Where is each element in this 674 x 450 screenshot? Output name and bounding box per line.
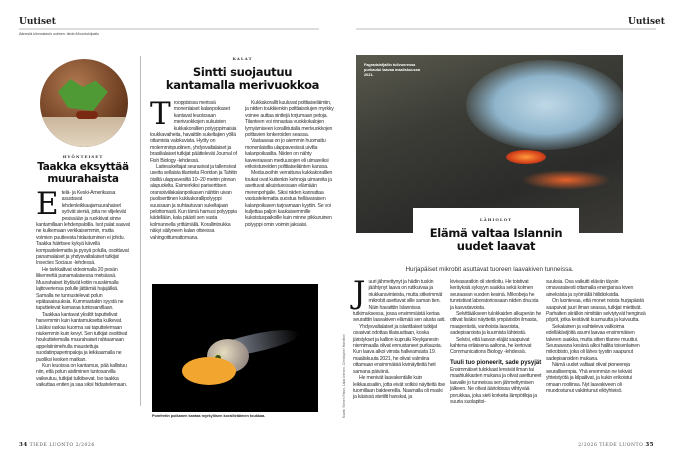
lava-col-1 <box>353 275 446 401</box>
photo-credits: Kuvat: Steven Paton, Lada Iversen, Christopher Hamilton <box>342 334 346 418</box>
steam <box>466 60 623 150</box>
lava-kicker: LÄHIOLOT <box>479 217 513 222</box>
fish-kicker: KALAT <box>232 56 253 61</box>
paragraph: Sekalainen ja vaihteleva valikoima edelläkävijöitä asumi laavaa ensimmäisen talveen saakka, mutta sitten tilanne muuttui. Seuraavana kesänä alkoi hallita toisenlainen mikrobisto, joka oli lähes tyystin saapunut sadepisaroiden mukana. <box>546 323 640 362</box>
paragraph: On luontevaa, että monet noista hurjapäistä saapuivat juuri ilman seassa, tutkijat miettivät. Parhaiten siirälkin nimittäin selviytyvät henginsä pöpöt, jotka kestävät kuumuutta ja kuivuutta. <box>546 298 646 324</box>
paragraph: kivivasaratkin oli steriloitu. He toistivat keräyksiä syksyyn saakka sekä kolmen seuraavan vuoden kesinä. Mikrobeja he tunnistivat laboratoriossaan niiden dna:sta ja kasvutavoista. <box>450 279 539 311</box>
footer-left <box>19 442 95 449</box>
ants-article <box>36 186 130 389</box>
paragraph: Meduusoihin verrattuna kukkakorallien toukat ovat kuitenkin kehnoja uimareita ja asettuvat aikuistuessaan elämään merenpohjalle. Siksi niiden kannattaa vastustelematta suostua hellävaraisen kalanpoikasen tarjoamaan kyytiin. Se voi kuljettaa paljon kaukaisemmille kukoistuspaikoille kuin minne pikkuruinen polyyppi omin voimin jaksaisi. <box>245 170 333 228</box>
page-number: 34 <box>19 442 28 448</box>
drop-cap: T <box>150 96 171 132</box>
paragraph: Vastaavaa on jo aiemmin huomattu monenlaisilta ulappavesissä uivilta kalanpoikasilta. Niiden on nähty kaveeraavan meduusojen eli uimareiksi erikoistuneiden polttiaiseläinten kanssa. <box>245 138 329 171</box>
paragraph: Kukkakorallit kuuluvat polttiaiseläimiin, ja niiden toukkienkin polttiaisolujen myrkky voinee auttaa sinttejä torjumaan petoja. Tilanteen voi rinnastaa vuokkokalojen lymyämiseen koralliriutalla merivuokkojen polttavien lonkeroiden seassa. <box>245 100 334 139</box>
page-number: 35 <box>645 442 654 448</box>
fish-caption: Pomfretin poikanen kantaa myrkyllisen korallieläimen toukkaa. <box>152 414 266 418</box>
fish-photo <box>152 284 318 412</box>
header-rule <box>356 28 656 30</box>
fish-title: Sintti suojautuu kantamalla merivuokkoa <box>165 65 320 92</box>
lava-col-2 <box>450 279 542 405</box>
ants-kicker: HYÖNTEISET <box>62 154 104 159</box>
footer-right <box>578 442 654 449</box>
ground <box>40 117 128 147</box>
headline-box <box>413 208 579 264</box>
column-divider <box>140 56 141 406</box>
lava-glow <box>506 150 546 164</box>
paragraph: rooppisissa merissä monenlaiset kalanpoikaset kantavat leuoissaan merivuokkojen sukuisten kukkakorallien polyyppimaisia toukkavaiheita, havaittiin sukeltajien yöllä ottamista valokuvista. Hyöty on molemminpuolinen, yhdysvaltalaiset ja brasilialaiset tutkijat päättelevät Journal of Fish Biology -lehdessä. <box>150 100 237 164</box>
paragraph: uuri jähmettynyt ja hädin tuskin jäähtynyt laava on rutikuivaa ja niukkaravinteista, mutta sitkeimmät mikrobit asettuvat sille saman tien. Näin havaittiin Islannissa tutkimuksessa, jossa ensimmäistä kertaa seurattiin laavakiven elämää sen alusta asti. <box>353 279 446 324</box>
drop-cap: J <box>353 275 366 311</box>
paragraph: Selvittääkseen tulokkaiden alkuperän he ottivat lisäksi näytteitä ympäristön ilmasta, maaperästä, vanhoista laavoista, sadepisaroista ja kuumista lähteistä. <box>450 311 542 337</box>
paragraph: Laitesukeltajat seurasivat ja tallensivat useita sellaisia tilanteita Floridan ja Tahitin öisiltä ulappavesiltä 10–20 metrin pinnan alapuolelta. Esimerkiksi pariserttisen oranssiviilakalanpoikasen nähtiin uivan puoliserttinen kukkakorallipolyyppi suussaan ja suhtautuvan sukeltajaan pelottomasti. Kun tämä hamusi polyyppia kädellään, kala päästi sen vasta kolmannella yrittämällä. Korallintoukka näkyi säilyneen kalan otteessa vahingoittumattomana. <box>150 164 238 241</box>
photo-caption: Fagradalsfjallin tulivuoressa purkautui laavaa maaliskuussa 2021. <box>364 63 420 77</box>
paragraph: telä- ja Keski-Amerikassa asustavat lehdenleikkaajamuurahaiset syövät sieniä, joita ne viljelevät pesissään ja ruokkivat sinne kantamillaan lehdenpaloilla. Isot palat saavat ne kulkemaan verkkaisemmin, mutta voimien puutteesta hidastuminen ei johdu. Taakka häiritsee kykyä kävellä kompastelematta ja pysyä polulla, osoittavat panamalaiset ja yhdysvaltalaiset tutkijat Insectes Sociaux -lehdessä. <box>36 190 130 267</box>
lava-col-3 <box>546 279 646 394</box>
lava-flow <box>521 170 611 190</box>
paragraph: He tarkkailivat videoimalla 20 pesän liikennettä panamalaisessa metsässä. Muurahaiset löytävät kotiin nuuskimalla lajitoveriensa polulle jättämiä hajujälkiä. Samalla ne tunnustelevat polun epätasaisuuksia. Kummastakin syystä ne taputtelevat kamaraa tuntosarvillaan. <box>36 266 124 312</box>
lede: Hurjapäiset mikrobit asuttavat tuoreen laavakiven tunneissa. <box>405 266 574 273</box>
ant-body <box>76 111 98 119</box>
magazine-issue: TIEDE LUONTO 2/2026 <box>29 443 95 448</box>
drop-cap: E <box>36 186 59 222</box>
subline: Äänestä kiinnostavin uutinen: tiede.fi/luontokilpailu <box>19 32 100 36</box>
volcano-photo <box>356 55 623 233</box>
paragraph: Nämä uudet valtiaat olivat pioneereja seurallisempia. Yhä enemmän ne tekivät yhteistyötä ja kilpailivat, ja kukin erikoistui omaan rooliinsa. Nyt laavakiveen oli muodostunut vakiintunut eliöyhteisö. <box>546 362 632 394</box>
ants-title: Taakka eksyttää muurahaista <box>37 161 129 185</box>
paragraph: suuksia. Osa vaikutti elävän täysin omavaraisesti ottamalla energiansa kiven aineksista ja syömällä hiilidioksidia. <box>546 279 634 298</box>
fish-col-1 <box>150 96 240 241</box>
paragraph: Taakkaa kantavat yksilöt taputtelivat harvemmin kuin kantamuksetta kulkevat. Lisäksi raskas kuorma sai taputtelemaan niukemmin kuin kevyt. Sen tutkijat osoittivat houkuttelemalla muurahaiset rahtaamaan appelsiinimehulla maustettuja suodatinpaperinpaloja ja leikkaamalla ne puoliksi kesken matkan. <box>36 311 128 363</box>
paragraph: Ensimmäiset tulokkaat lensivät ilman tai maahiukkasten mukana ja olivat asettuneet laavalle jo tunneissa sen jähmettymisen jälkeen. Ne olivat äärioloissa viihtyvää porukkaa, joka sieti korkeita lämpötiloja ja suuria suolapitoi- <box>450 366 542 405</box>
paragraph: He menivät laavakentälle kuin leikkaussaliin, jotta eivät sotkisi näytteitä itse tuomillaan bakteereilla. Naamalla oli maski ja käsissä steriilit hanskat, ja <box>353 375 446 401</box>
paragraph: Yhdysvaltalaiset ja islantilaiset tutkijat osasivat odottaa tilaisuuttaan, koska järistykset ja kallion kupruilu Reykjanesin niemimaalla olivat ennustaneet purkausta. Kun laava alkoi virrata halkeamasta 19. maaliskuuta 2021, he olivat valmiina ottamaan ensimmäisiä kivinäytteitä heti samana päivänä. <box>353 323 442 375</box>
coral-larva <box>182 357 236 385</box>
subheading: Tuuli tuo pioneerit, sade pysyjät <box>450 359 542 366</box>
header-rule <box>19 28 319 30</box>
fish-col-2 <box>245 100 335 228</box>
section-title-right: Uutiset <box>628 17 665 27</box>
ant-photo <box>40 59 128 147</box>
magazine-issue: 2/2026 TIEDE LUONTO <box>578 443 644 448</box>
section-title-left: Uutiset <box>19 17 56 27</box>
lava-title: Elämä valtaa Islannin uudet laavat <box>429 226 563 253</box>
leaf-shape <box>58 79 108 111</box>
paragraph: Kun leuoissa on kantamus, pää kallistuu niin, että polun aistiminen tuntosarvilla vaikeutuu, tutkijat tulkitsevat. Iso taakka vaikuttaa eniten ja saa siksi hidastelemaan. <box>36 362 127 389</box>
paragraph: Selvisi, että laavan eläjät saapuivat kahtena erilaisena aaltona, he kertovat Communications Biology -lehdessä. <box>450 336 532 356</box>
